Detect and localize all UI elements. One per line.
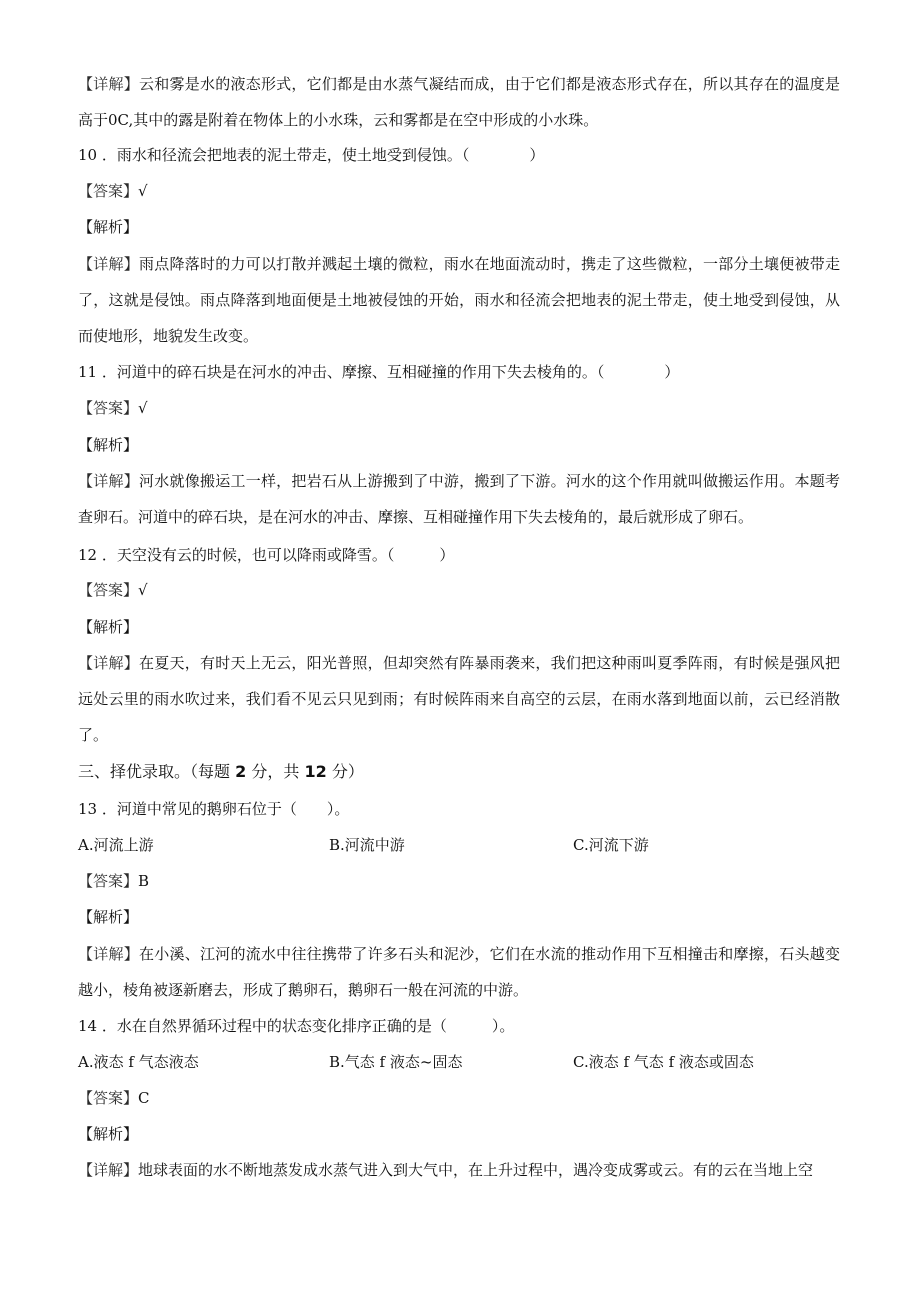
q13-option-c: C.河流下游 bbox=[573, 836, 649, 854]
q14-option-b: B.气态 f 液态~固态 bbox=[329, 1053, 463, 1071]
detail-tag: 【详解】 bbox=[78, 654, 139, 672]
section-title-a: 三、择优录取。（每题 bbox=[78, 762, 231, 781]
section-heading bbox=[78, 762, 840, 782]
section-points-total: 12 bbox=[304, 762, 327, 781]
detail-tag: 【详解】 bbox=[78, 1161, 139, 1179]
q10-question: 10 ．雨水和径流会把地表的泥土带走，使土地受到侵蚀。（ ） bbox=[78, 146, 545, 164]
q10-detail-text: 雨点降落时的力可以打散并溅起土壤的微粒，雨水在地面流动时，携走了这些微粒，一部分土壤便被带走了，这就是侵蚀。雨点降落到地面便是土地被侵蚀的开始，雨水和径流会把地表的泥土带走，使土地受到侵蚀，从而使地形，地貌发生改变。 bbox=[78, 255, 840, 345]
q13-detail bbox=[78, 936, 840, 1008]
q13-analysis-tag: 【解析】 bbox=[78, 908, 139, 926]
q12-analysis-tag: 【解析】 bbox=[78, 618, 139, 636]
q10-answer bbox=[78, 181, 840, 201]
answer-tag: 【答案】 bbox=[78, 1089, 139, 1107]
q13-option-a: A.河流上游 bbox=[78, 836, 154, 854]
q11-analysis-tag: 【解析】 bbox=[78, 436, 139, 454]
q13-answer bbox=[78, 871, 840, 891]
q14-option-c: C.液态 f 气态 f 液态或固态 bbox=[573, 1053, 754, 1071]
detail-tag: 【详解】 bbox=[78, 75, 139, 93]
q11-answer-value: √ bbox=[138, 399, 148, 417]
q14-detail-text: 地球表面的水不断地蒸发成水蒸气进入到大气中，在上升过程中，遇冷变成雾或云。有的云在当地上空 bbox=[138, 1161, 814, 1179]
q11-detail-text: 河水就像搬运工一样，把岩石从上游搬到了中游，搬到了下游。河水的这个作用就叫做搬运作用。本题考查卵石。河道中的碎石块，是在河水的冲击、摩擦、互相碰撞作用下失去棱角的，最后就形成了卵石。 bbox=[78, 472, 840, 526]
q12-question: 12 ．天空没有云的时候，也可以降雨或降雪。（ ） bbox=[78, 546, 455, 564]
detail-tag: 【详解】 bbox=[78, 255, 139, 273]
q12-answer bbox=[78, 580, 840, 600]
answer-tag: 【答案】 bbox=[78, 872, 139, 890]
section-points-each: 2 bbox=[235, 762, 247, 781]
q12-detail-text: 在夏天，有时天上无云，阳光普照，但却突然有阵暴雨袭来，我们把这种雨叫夏季阵雨，有时候是强风把远处云里的雨水吹过来，我们看不见云只见到雨；有时候阵雨来自高空的云层，在雨水落到地面以前，云已经消散了。 bbox=[78, 654, 840, 744]
detail-tag: 【详解】 bbox=[78, 945, 139, 963]
section-title-c: 分） bbox=[331, 762, 364, 781]
q13-option-b: B.河流中游 bbox=[329, 836, 405, 854]
q10-detail bbox=[78, 246, 840, 354]
q14-option-a: A.液态 f 气态液态 bbox=[78, 1053, 199, 1071]
q9-detail bbox=[78, 66, 840, 138]
answer-tag: 【答案】 bbox=[78, 399, 139, 417]
answer-tag: 【答案】 bbox=[78, 581, 139, 599]
q10-analysis-tag: 【解析】 bbox=[78, 218, 139, 236]
section-title-b: 分，共 bbox=[251, 762, 300, 781]
answer-tag: 【答案】 bbox=[78, 182, 139, 200]
q14-detail bbox=[78, 1160, 840, 1180]
q14-answer-value: C bbox=[138, 1089, 150, 1107]
q9-detail-text: 云和雾是水的液态形式，它们都是由水蒸气凝结而成，由于它们都是液态形式存在，所以其存在的温度是高于0C,其中的露是附着在物体上的小水珠，云和雾都是在空中形成的小水珠。 bbox=[78, 75, 840, 129]
q11-detail bbox=[78, 463, 840, 535]
q14-question: 14 ．水在自然界循环过程中的状态变化排序正确的是（ ）。 bbox=[78, 1017, 515, 1035]
q12-answer-value: √ bbox=[138, 581, 148, 599]
q11-answer bbox=[78, 398, 840, 418]
q12-detail bbox=[78, 645, 840, 753]
q11-question: 11 ．河道中的碎石块是在河水的冲击、摩擦、互相碰撞的作用下失去棱角的。（ ） bbox=[78, 363, 680, 381]
q14-analysis-tag: 【解析】 bbox=[78, 1125, 139, 1143]
q10-answer-value: √ bbox=[138, 182, 148, 200]
q13-answer-value: B bbox=[138, 872, 150, 890]
q14-answer bbox=[78, 1088, 840, 1108]
q13-question: 13 ．河道中常见的鹅卵石位于（ ）。 bbox=[78, 800, 350, 818]
detail-tag: 【详解】 bbox=[78, 472, 139, 490]
q13-detail-text: 在小溪、江河的流水中往往携带了许多石头和泥沙，它们在水流的推动作用下互相撞击和摩擦，石头越变越小，棱角被逐新磨去，形成了鹅卵石，鹅卵石一般在河流的中游。 bbox=[78, 945, 840, 999]
